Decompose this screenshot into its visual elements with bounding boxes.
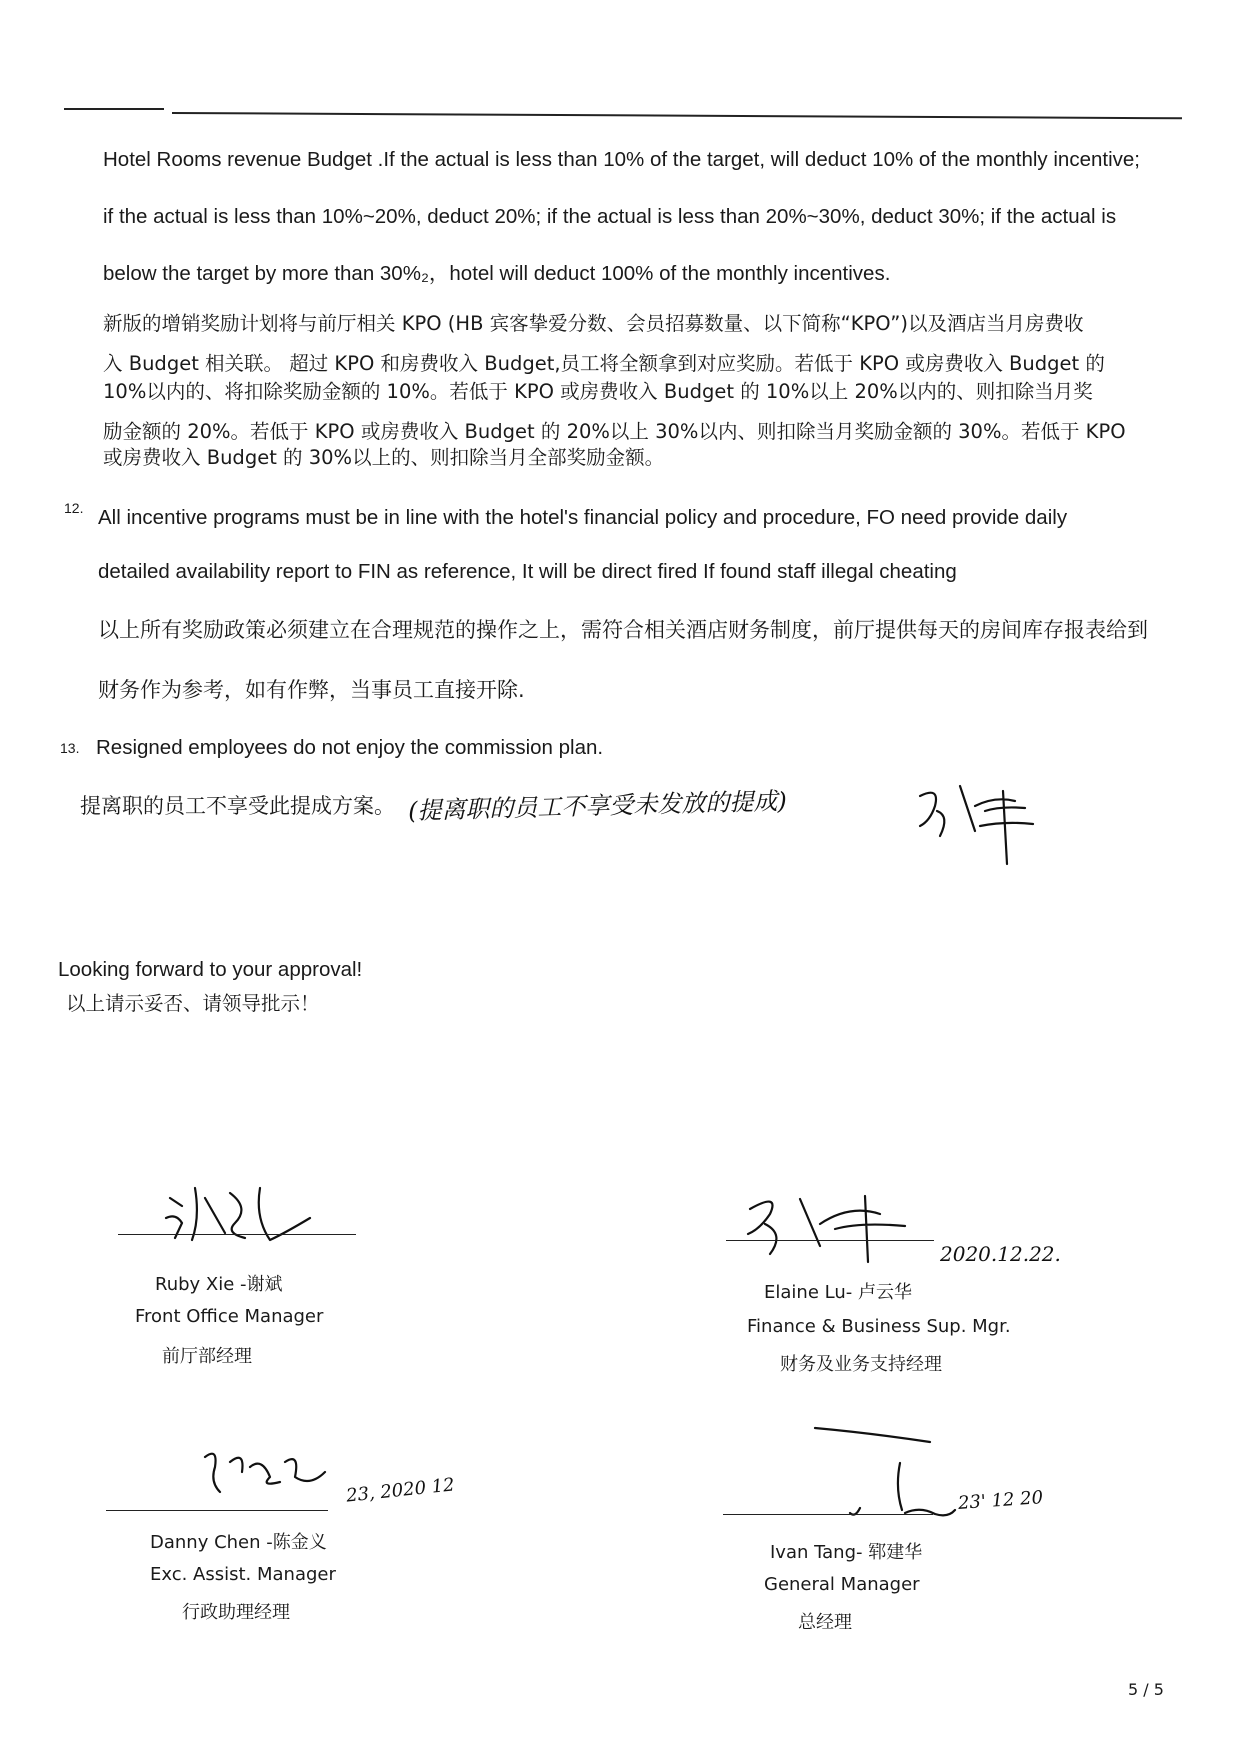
signature-mark bbox=[200, 1442, 330, 1512]
page-number: 5 / 5 bbox=[1128, 1680, 1164, 1699]
signature-date: 23, 2020 12 bbox=[345, 1474, 456, 1507]
signatory-title-cn: 前厅部经理 bbox=[162, 1346, 252, 1367]
para-line: Hotel Rooms revenue Budget .If the actual is less than 10% of the target, will deduct 10% of the monthly incentive; bbox=[103, 148, 1140, 171]
signatory-title: Finance & Business Sup. Mgr. bbox=[747, 1316, 1011, 1337]
closing-en: Looking forward to your approval! bbox=[58, 958, 363, 981]
para-line-cn: 10%以内的、将扣除奖励金额的 10%。若低于 KPO 或房费收入 Budget 的 10%以上 20%以内的、则扣除当月奖 bbox=[103, 380, 1093, 403]
signature-line bbox=[106, 1510, 328, 1511]
para-line: if the actual is less than 10%~20%, deduct 20%; if the actual is less than 20%~30%, deduct 30%; if the actual is bbox=[103, 205, 1117, 228]
signatory-title-cn: 行政助理经理 bbox=[182, 1602, 290, 1623]
signature-line bbox=[726, 1240, 934, 1241]
para-line-cn: 新版的增销奖励计划将与前厅相关 KPO (HB 宾客挚爱分数、会员招募数量、以下简称“KPO”)以及酒店当月房费收 bbox=[103, 312, 1084, 335]
para-line: All incentive programs must be in line with the hotel's financial policy and procedure, FO need provide daily bbox=[98, 506, 1068, 529]
signature-mark bbox=[160, 1178, 320, 1248]
item-number: 13. bbox=[60, 740, 80, 756]
signatory-name: Danny Chen -陈金义 bbox=[150, 1532, 327, 1553]
item-number: 12. bbox=[64, 500, 84, 516]
signatory-name: Elaine Lu- 卢云华 bbox=[764, 1282, 912, 1303]
signature-mark bbox=[810, 1418, 960, 1528]
signature-date: 2020.12.22. bbox=[940, 1242, 1061, 1266]
handwritten-signature-inline bbox=[915, 776, 1040, 871]
para-line-cn: 入 Budget 相关联。 超过 KPO 和房费收入 Budget,员工将全额拿到对应奖励。若低于 KPO 或房费收入 Budget 的 bbox=[103, 352, 1105, 375]
para-line-cn: 或房费收入 Budget 的 30%以上的、则扣除当月全部奖励金额。 bbox=[103, 446, 665, 469]
signatory-title: Front Office Manager bbox=[135, 1306, 324, 1327]
signature-line bbox=[118, 1234, 356, 1235]
para-line-cn: 以上所有奖励政策必须建立在合理规范的操作之上，需符合相关酒店财务制度，前厅提供每天的房间库存报表给到 bbox=[98, 618, 1148, 642]
header-rule-main bbox=[172, 112, 1182, 119]
para-line: below the target by more than 30%₂，hotel will deduct 100% of the monthly incentives. bbox=[103, 262, 891, 285]
signatory-title-cn: 总经理 bbox=[798, 1612, 852, 1633]
signatory-title: Exc. Assist. Manager bbox=[150, 1564, 336, 1585]
signature-line bbox=[723, 1514, 933, 1515]
signatory-title-cn: 财务及业务支持经理 bbox=[780, 1354, 942, 1375]
para-line-cn: 财务作为参考，如有作弊，当事员工直接开除. bbox=[98, 678, 525, 702]
para-line-cn: 提离职的员工不享受此提成方案。 bbox=[80, 794, 395, 818]
para-line: Resigned employees do not enjoy the commission plan. bbox=[96, 736, 604, 759]
handwritten-note: (提离职的员工不享受未发放的提成) bbox=[407, 787, 788, 825]
closing-cn: 以上请示妥否、请领导批示！ bbox=[66, 992, 320, 1015]
para-line-cn: 励金额的 20%。若低于 KPO 或房费收入 Budget 的 20%以上 30%以内、则扣除当月奖励金额的 30%。若低于 KPO bbox=[103, 420, 1126, 443]
para-line: detailed availability report to FIN as reference, It will be direct fired If found staff illegal cheating bbox=[98, 560, 957, 583]
header-rule-left bbox=[64, 108, 164, 110]
signature-mark bbox=[740, 1184, 940, 1264]
signatory-name: Ivan Tang- 郓建华 bbox=[770, 1542, 923, 1563]
signature-date: 23' 12 20 bbox=[957, 1487, 1044, 1514]
signatory-name: Ruby Xie -谢斌 bbox=[155, 1274, 283, 1295]
signatory-title: General Manager bbox=[764, 1574, 920, 1595]
